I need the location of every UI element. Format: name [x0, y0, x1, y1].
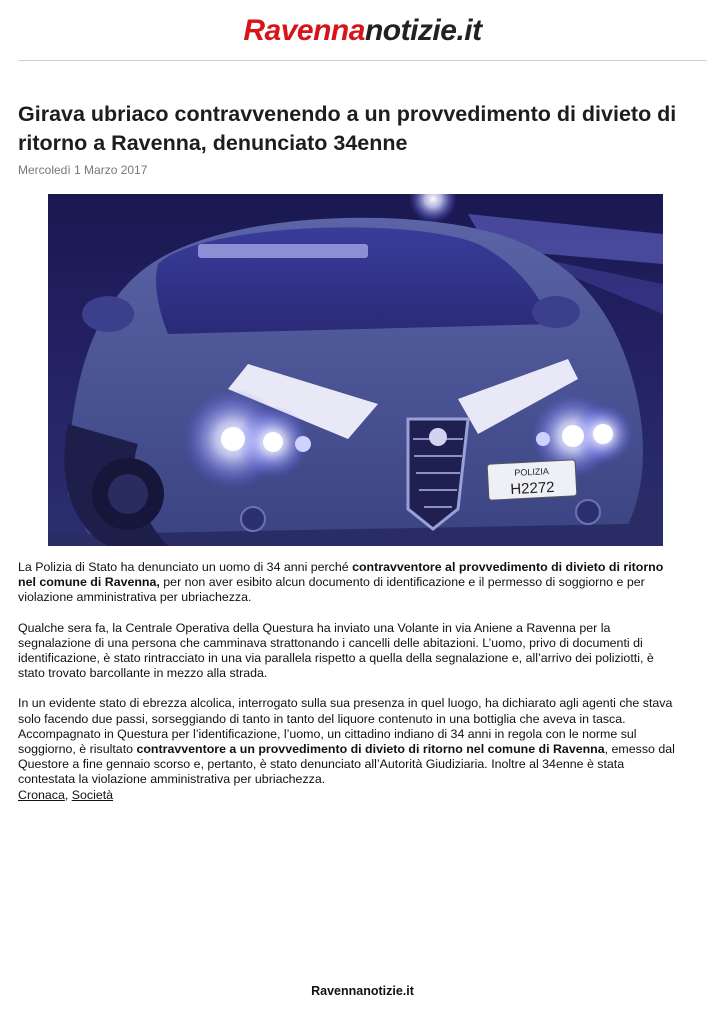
plate-line2: H2272	[509, 478, 555, 499]
header-divider	[18, 60, 707, 61]
plate-line1: POLIZIA	[514, 466, 550, 478]
article-tags	[18, 788, 682, 803]
article-title: Girava ubriaco contravvenendo a un provvedimento di divieto di ritorno a Ravenna, denunciato 34enne	[18, 102, 677, 155]
paragraph1-text: La Polizia di Stato ha denunciato un uomo di 34 anni perché	[18, 560, 353, 574]
tag-separator: ,	[64, 787, 72, 802]
paragraph3-bold: contravventore a un provvedimento di divieto di ritorno nel comune di Ravenna	[136, 742, 605, 757]
article-photo-police-car	[48, 194, 663, 546]
article-body	[18, 560, 682, 803]
paragraph3-text: In un evidente stato di ebrezza alcolica, interrogato sulla sua presenza in quel luogo, ha dichiarato agli agenti che stava solo facendo due passi, sorseggiando di tanto in tanto del liquore contenuto in una bottiglia che aveva in tasca. Accompagnato in Questura per l’identificazione, l’uomo, un cittadino indiano di 34 anni in regola con le norme sul soggiorno, è risultato	[18, 696, 673, 757]
paragraph1-bold: contravventore al provvedimento di divieto di ritorno nel comune di Ravenna,	[18, 560, 664, 590]
article-paragraph: Qualche sera fa, la Centrale Operativa della Questura ha inviato una Volante in via Aniene a Ravenna per la segnalazione di una persona che camminava strattonando i cancelli delle abitazioni. L’uomo, privo di documenti di identificazione, è stato rintracciato in una via parallela rispetto a quella della segnalazione e, all’arrivo dei poliziotti, è stato trovato barcollante in mezzo alla strada.	[18, 620, 654, 681]
site-logo-part2: notizie.it	[364, 14, 482, 47]
article-paragraph	[18, 696, 682, 787]
tag-link-societa[interactable]: Società	[71, 787, 114, 802]
paragraph1-text-end: per non aver esibito alcun documento di identificazione e il permesso di soggiorno e per violazione amministrativa per ubriachezza.	[18, 575, 645, 605]
footer-site-name: Ravennanotizie.it	[311, 984, 414, 998]
article-date: Mercoledì 1 Marzo 2017	[18, 163, 148, 177]
site-logo-part1: Ravenna	[243, 14, 365, 47]
tag-link-cronaca[interactable]: Cronaca	[18, 787, 65, 802]
paragraph3-text-end: , emesso dal Questore a fine gennaio scorso e, pertanto, è stato denunciato all’Autorità Giudiziaria. Inoltre al 34enne è stata contestata la violazione amministrativa per ubriachezza.	[18, 742, 675, 787]
site-logo[interactable]	[0, 14, 725, 48]
article-paragraph	[18, 560, 682, 606]
